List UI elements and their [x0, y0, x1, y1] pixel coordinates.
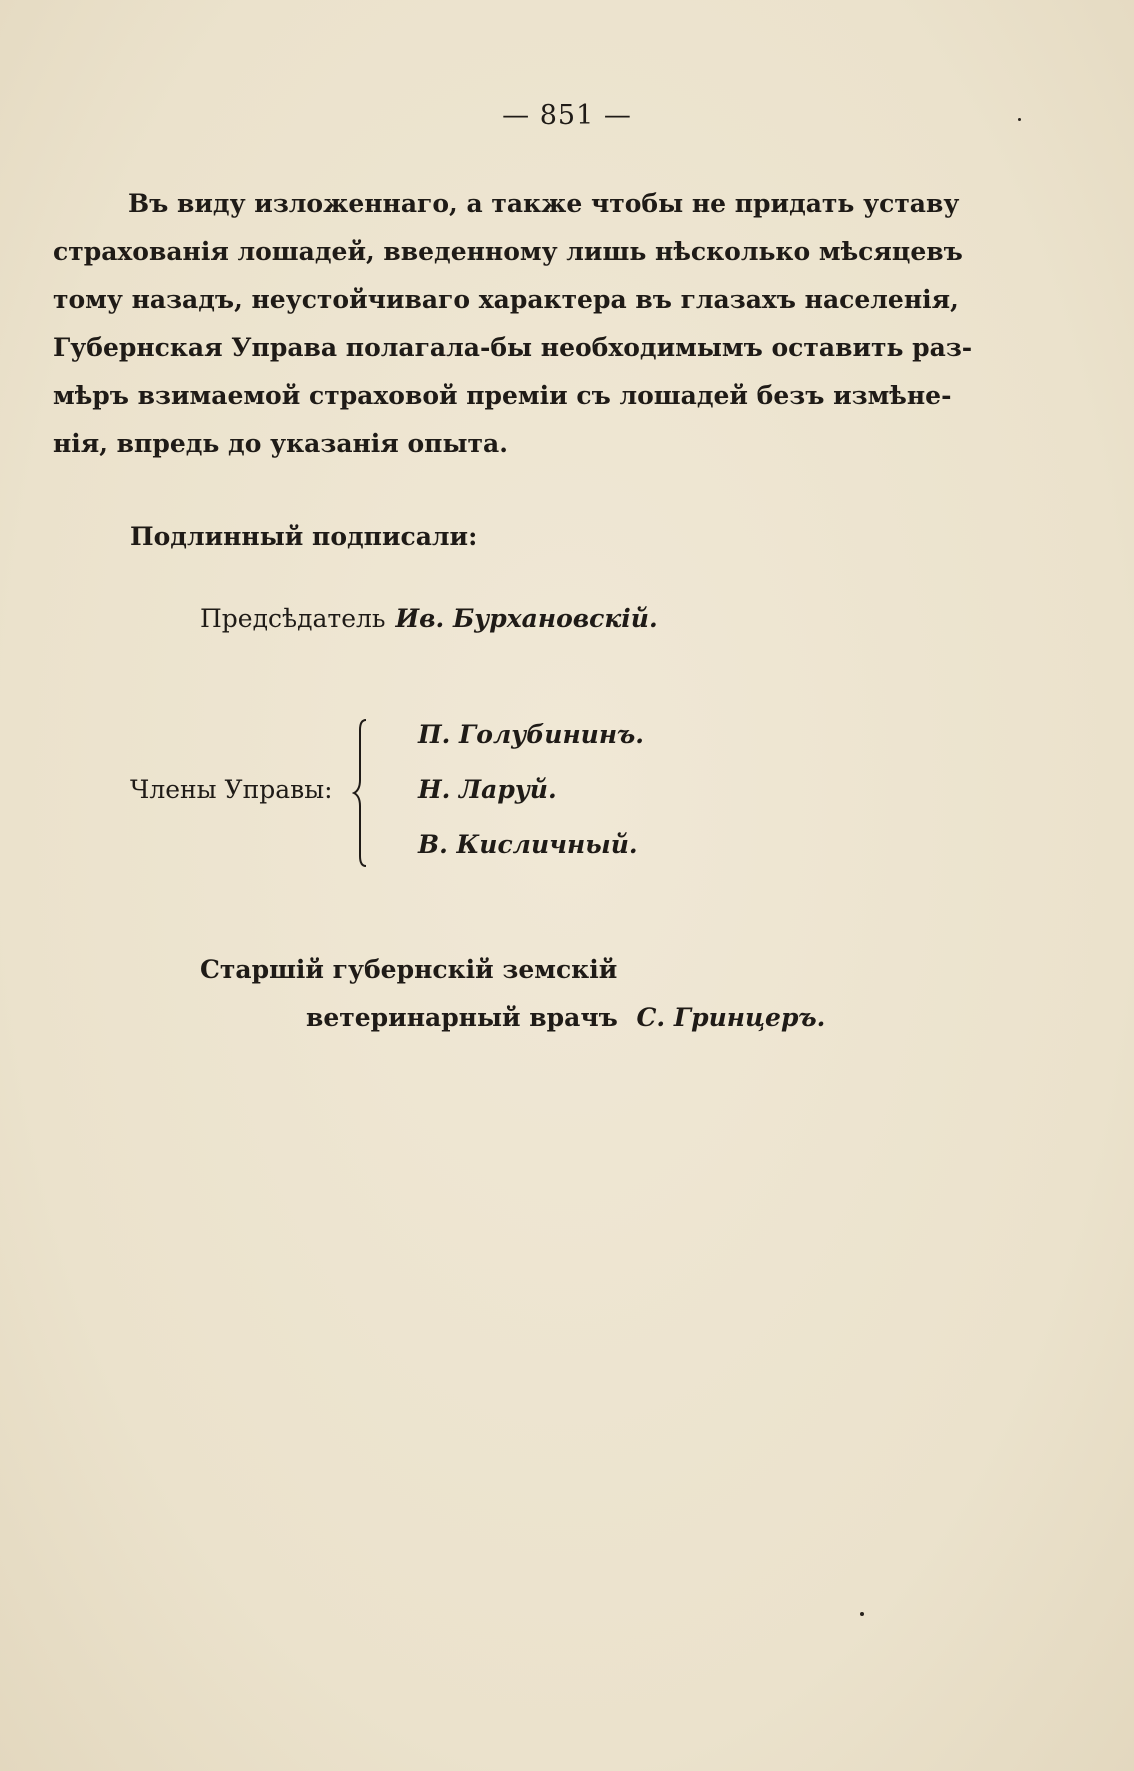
chairman-name: Ив. Бурхановскій.	[395, 604, 658, 633]
chairman-title: Предсѣдатель	[200, 604, 386, 633]
ink-speck	[860, 1612, 864, 1616]
body-paragraph	[53, 180, 973, 468]
paragraph-line: Въ виду изложеннаго, а также чтобы не придать уставу	[128, 189, 960, 218]
signed-original-heading: Подлинный подписали:	[130, 522, 478, 551]
veterinarian-name: С. Гринцеръ.	[636, 1003, 826, 1032]
ink-speck	[1018, 118, 1021, 121]
chairman-signature	[200, 604, 658, 633]
veterinarian-signature	[306, 1003, 825, 1032]
member-name: П. Голубининъ.	[418, 720, 644, 749]
members-label: Члены Управы:	[130, 775, 333, 804]
member-name: Н. Ларуй.	[418, 775, 557, 804]
curly-brace-icon	[352, 718, 372, 868]
veterinarian-title-line2: ветеринарный врачъ	[306, 1003, 618, 1032]
veterinarian-title-line1: Старшій губернскій земскій	[200, 955, 618, 984]
member-name: В. Кисличный.	[418, 830, 638, 859]
paragraph-line: тому назадъ, неустойчиваго характера въ глазахъ населенія,	[53, 285, 959, 314]
paragraph-line: Губернская Управа полагала-бы необходимымъ оставить раз-	[53, 333, 973, 362]
paragraph-line: страхованія лошадей, введенному лишь нѣсколько мѣсяцевъ	[53, 237, 963, 266]
paragraph-line: нія, впредь до указанія опыта.	[53, 429, 508, 458]
page-number: — 851 —	[502, 100, 632, 131]
paragraph-line: мѣръ взимаемой страховой преміи съ лошадей безъ измѣне-	[53, 381, 952, 410]
